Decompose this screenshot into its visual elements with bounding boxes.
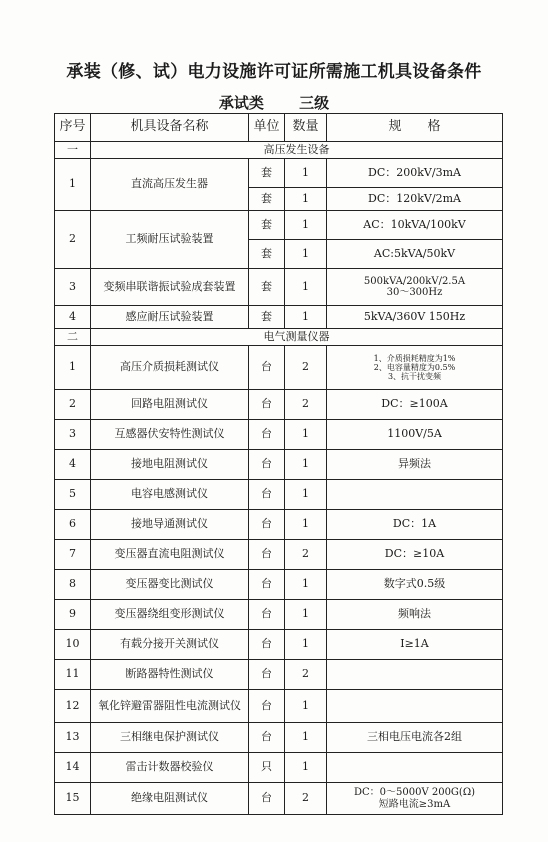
row-spec: [327, 269, 503, 306]
row-qty: 1: [285, 630, 327, 660]
row-spec: 频响法: [327, 600, 503, 630]
row-qty: 1: [285, 269, 327, 306]
row-spec: 5kVA/360V 150Hz: [327, 306, 503, 329]
row-no: 13: [55, 723, 91, 753]
row-unit: 台: [249, 723, 285, 753]
row-no: 11: [55, 660, 91, 690]
row-no: 12: [55, 690, 91, 723]
row-spec: DC：120kV/2mA: [327, 188, 503, 211]
document-subtitle: [0, 92, 548, 113]
row-qty: 1: [285, 480, 327, 510]
row-unit: 套: [249, 240, 285, 269]
row-unit: 台: [249, 480, 285, 510]
row-name: 变压器直流电阻测试仪: [91, 540, 249, 570]
table-row: [55, 346, 503, 390]
row-unit: 台: [249, 570, 285, 600]
row-spec: AC:5kVA/50kV: [327, 240, 503, 269]
row-qty: 1: [285, 188, 327, 211]
header-spec: 规 格: [327, 114, 503, 142]
row-unit: 只: [249, 753, 285, 783]
row-unit: 台: [249, 450, 285, 480]
row-spec: DC：1A: [327, 510, 503, 540]
row-qty: 1: [285, 510, 327, 540]
row-unit: 台: [249, 390, 285, 420]
row-spec: [327, 783, 503, 815]
table-row: [55, 211, 503, 240]
row-name: 三相继电保护测试仪: [91, 723, 249, 753]
row-no: 10: [55, 630, 91, 660]
row-spec: 数字式0.5级: [327, 570, 503, 600]
row-spec: [327, 753, 503, 783]
row-name: 接地导通测试仪: [91, 510, 249, 540]
table-row: [55, 783, 503, 815]
row-spec: AC：10kVA/100kV: [327, 211, 503, 240]
spec-line: 30～300Hz: [386, 287, 443, 298]
row-unit: 台: [249, 346, 285, 390]
row-no: 2: [55, 390, 91, 420]
row-name: 变频串联谐振试验成套装置: [91, 269, 249, 306]
section-name: 高压发生设备: [91, 142, 503, 159]
table-row: [55, 690, 503, 723]
row-name: 变压器绕组变形测试仪: [91, 600, 249, 630]
row-no: 8: [55, 570, 91, 600]
row-spec: DC：≥10A: [327, 540, 503, 570]
row-qty: 1: [285, 690, 327, 723]
row-name: 高压介质损耗测试仪: [91, 346, 249, 390]
category-label: 承试类: [218, 94, 264, 112]
table-row: [55, 660, 503, 690]
row-no: 15: [55, 783, 91, 815]
grade-label: 三级: [299, 94, 330, 112]
row-name: 感应耐压试验装置: [91, 306, 249, 329]
row-no: 9: [55, 600, 91, 630]
table-row: [55, 723, 503, 753]
row-no: 1: [55, 346, 91, 390]
row-unit: 套: [249, 211, 285, 240]
row-name: 氧化锌避雷器阻性电流测试仪: [91, 690, 249, 723]
table-row: [55, 630, 503, 660]
row-spec: 异频法: [327, 450, 503, 480]
spec-line: 500kVA/200kV/2.5A: [363, 275, 466, 287]
table-row: [55, 390, 503, 420]
document-title: 承装（修、试）电力设施许可证所需施工机具设备条件: [66, 62, 482, 82]
table-row: [55, 450, 503, 480]
spec-line: DC：0～5000V 200G(Ω): [353, 787, 476, 798]
row-no: 5: [55, 480, 91, 510]
row-qty: 1: [285, 723, 327, 753]
section-name: 电气测量仪器: [91, 329, 503, 346]
row-qty: 1: [285, 570, 327, 600]
row-no: 1: [55, 159, 91, 211]
section-row: [55, 142, 503, 159]
row-name: 接地电阻测试仪: [91, 450, 249, 480]
row-name: 互感器伏安特性测试仪: [91, 420, 249, 450]
row-no: 6: [55, 510, 91, 540]
row-spec: [327, 660, 503, 690]
row-qty: 2: [285, 390, 327, 420]
spec-line: 1、介质损耗精度为1%: [373, 353, 456, 363]
row-name: 有载分接开关测试仪: [91, 630, 249, 660]
row-spec: DC：200kV/3mA: [327, 159, 503, 188]
table-row: [55, 570, 503, 600]
row-name: 断路器特性测试仪: [91, 660, 249, 690]
row-name: 变压器变比测试仪: [91, 570, 249, 600]
header-unit: 单位: [249, 114, 285, 142]
table-row: [55, 269, 503, 306]
table-row: [55, 753, 503, 783]
row-unit: 套: [249, 269, 285, 306]
row-qty: 1: [285, 159, 327, 188]
row-unit: 台: [249, 540, 285, 570]
section-index: 二: [55, 329, 91, 346]
row-unit: 台: [249, 660, 285, 690]
row-unit: 套: [249, 306, 285, 329]
table-row: [55, 420, 503, 450]
row-qty: 1: [285, 600, 327, 630]
table-row: [55, 600, 503, 630]
row-name: 直流高压发生器: [91, 159, 249, 211]
row-no: 14: [55, 753, 91, 783]
header-name: 机具设备名称: [91, 114, 249, 142]
table-row: [55, 510, 503, 540]
row-name: 工频耐压试验装置: [91, 211, 249, 269]
row-no: 4: [55, 306, 91, 329]
row-unit: 套: [249, 188, 285, 211]
row-no: 4: [55, 450, 91, 480]
header-qty: 数量: [285, 114, 327, 142]
section-index: 一: [55, 142, 91, 159]
row-no: 7: [55, 540, 91, 570]
row-qty: 1: [285, 240, 327, 269]
row-spec: [327, 346, 503, 390]
row-unit: 套: [249, 159, 285, 188]
row-name: 电容电感测试仪: [91, 480, 249, 510]
row-spec: [327, 690, 503, 723]
row-spec: [327, 480, 503, 510]
row-unit: 台: [249, 510, 285, 540]
row-spec: 1100V/5A: [327, 420, 503, 450]
header-no: 序号: [55, 114, 91, 142]
row-qty: 1: [285, 420, 327, 450]
row-qty: 1: [285, 306, 327, 329]
row-unit: 台: [249, 420, 285, 450]
row-name: 绝缘电阻测试仪: [91, 783, 249, 815]
table-row: [55, 306, 503, 329]
row-qty: 1: [285, 450, 327, 480]
row-unit: 台: [249, 600, 285, 630]
table-row: [55, 480, 503, 510]
row-name: 雷击计数器校验仪: [91, 753, 249, 783]
table-header-row: [55, 114, 503, 142]
row-qty: 1: [285, 211, 327, 240]
row-spec: 三相电压电流各2组: [327, 723, 503, 753]
row-spec: I≥1A: [327, 630, 503, 660]
table-row: [55, 159, 503, 188]
row-name: 回路电阻测试仪: [91, 390, 249, 420]
row-qty: 1: [285, 753, 327, 783]
row-qty: 2: [285, 660, 327, 690]
row-unit: 台: [249, 783, 285, 815]
row-no: 3: [55, 269, 91, 306]
section-row: [55, 329, 503, 346]
row-no: 2: [55, 211, 91, 269]
table-row: [55, 540, 503, 570]
row-spec: DC：≥100A: [327, 390, 503, 420]
row-unit: 台: [249, 630, 285, 660]
spec-line: 2、电容量精度为0.5%: [373, 362, 456, 372]
row-qty: 2: [285, 783, 327, 815]
row-qty: 2: [285, 346, 327, 390]
equipment-table: [54, 113, 503, 815]
row-unit: 台: [249, 690, 285, 723]
row-qty: 2: [285, 540, 327, 570]
row-no: 3: [55, 420, 91, 450]
spec-line: 3、抗干扰变频: [387, 372, 442, 382]
spec-line: 短路电流≥3mA: [378, 798, 451, 810]
